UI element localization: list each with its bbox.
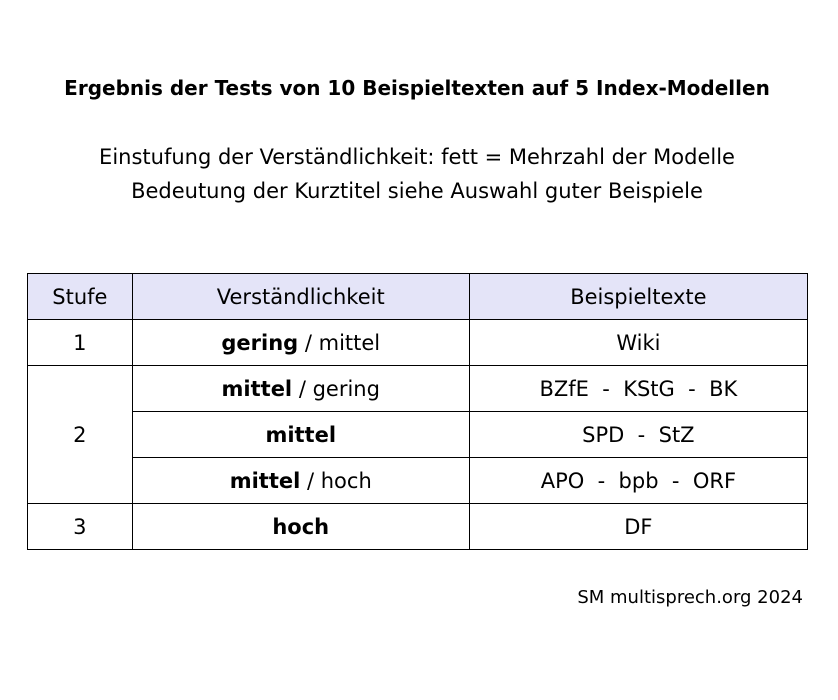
stufe-cell: 1 [28,320,133,366]
footer-credit: SM multisprech.org 2024 [577,587,803,608]
examples-cell: BZfE - KStG - BK [469,366,807,412]
verstaendlichkeit-cell [132,366,469,412]
table-row [28,366,808,412]
table-row [28,412,808,458]
rating-separator: / [298,330,319,355]
examples-cell: SPD - StZ [469,412,807,458]
minority-rating: gering [312,376,380,401]
verstaendlichkeit-cell [132,412,469,458]
verstaendlichkeit-cell [132,504,469,550]
majority-rating: mittel [229,468,301,493]
header-stufe: Stufe [28,274,133,320]
majority-rating: mittel [221,376,293,401]
header-beispieltexte: Beispieltexte [469,274,807,320]
examples-cell: APO - bpb - ORF [469,458,807,504]
subtitle-line-2: Bedeutung der Kurztitel siehe Auswahl guter Beispiele [131,179,703,203]
page-title: Ergebnis der Tests von 10 Beispieltexten auf 5 Index-Modellen [64,76,770,100]
header-verstaendlichkeit: Verständlichkeit [132,274,469,320]
majority-rating: mittel [265,422,337,447]
table-header-row [28,274,808,320]
examples-cell: Wiki [469,320,807,366]
table-row [28,504,808,550]
rating-separator: / [292,376,313,401]
stufe-cell: 3 [28,504,133,550]
minority-rating: hoch [320,468,372,493]
examples-cell: DF [469,504,807,550]
verstaendlichkeit-cell [132,458,469,504]
majority-rating: gering [221,330,299,355]
table-row [28,320,808,366]
majority-rating: hoch [272,514,330,539]
verstaendlichkeit-cell [132,320,469,366]
results-table [27,273,808,550]
minority-rating: mittel [318,330,381,355]
subtitle-line-1: Einstufung der Verständlichkeit: fett = Mehrzahl der Modelle [99,145,735,169]
table-row [28,458,808,504]
stufe-cell: 2 [28,366,133,504]
rating-separator: / [300,468,321,493]
